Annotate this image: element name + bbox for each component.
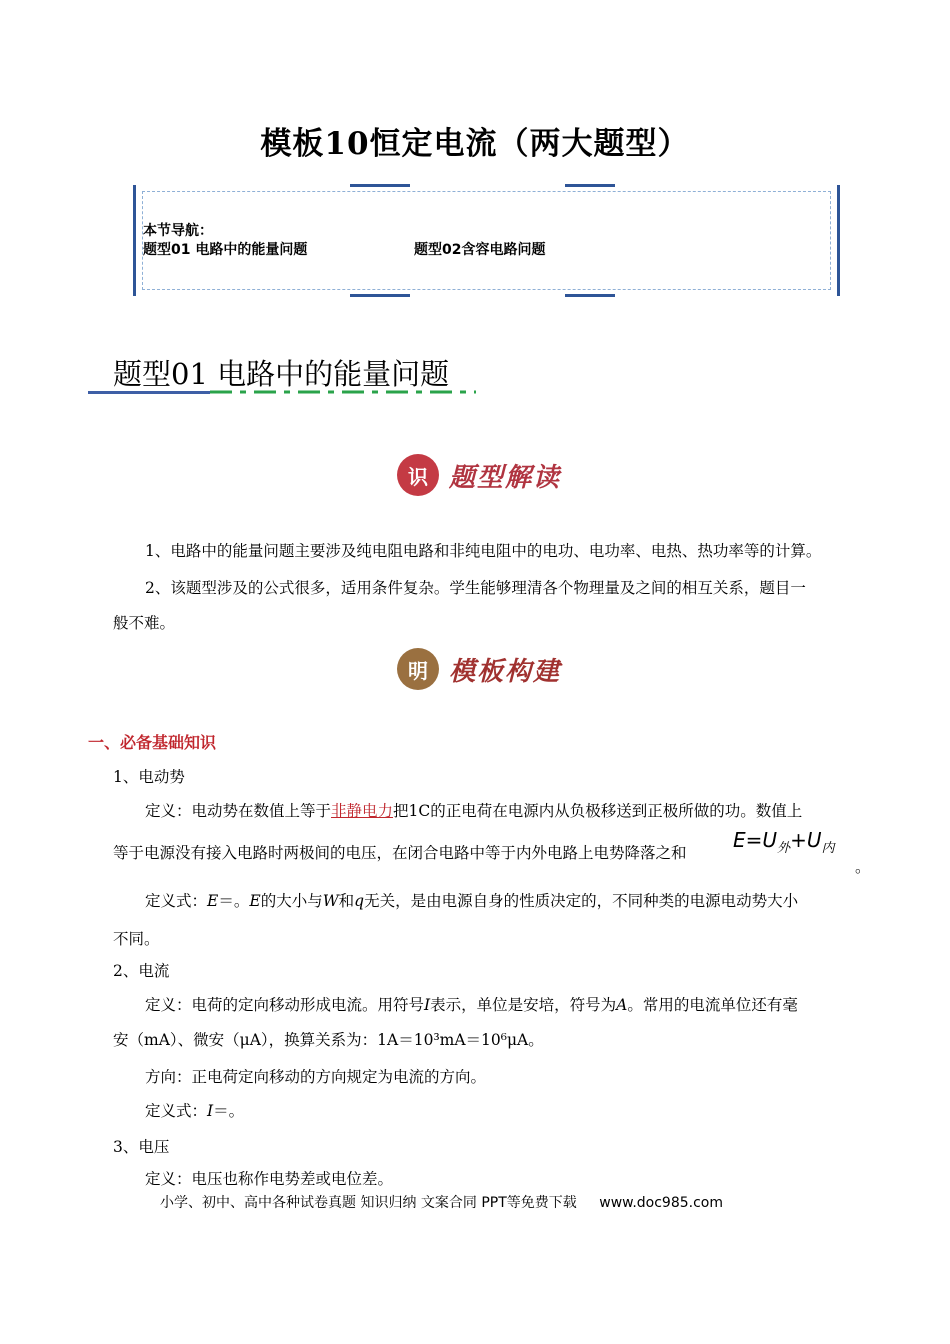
footer-text: 小学、初中、高中各种试卷真题 知识归纳 文案合同 PPT等免费下载: [160, 1195, 577, 1211]
current-definition-line2: 安（mA）、微安（μA），换算关系为：1A＝10³mA＝10⁶μA。: [113, 1031, 544, 1049]
intro-paragraph-1: 1、电路中的能量问题主要涉及纯电阻电路和非纯电阻中的电功、电功率、电热、热功率等的计算。: [145, 542, 822, 560]
badge-template-building: [397, 640, 561, 698]
nav-box-bottom-cap-left: [350, 294, 410, 297]
nav-heading: 本节导航：: [143, 223, 213, 239]
current-title: 2、电流: [113, 962, 170, 980]
voltage-title: 3、电压: [113, 1138, 170, 1156]
emf-formula-period: 。: [855, 858, 871, 876]
footer: [160, 1192, 723, 1212]
nav-box-bottom-cap-right: [565, 294, 615, 297]
emf-definition-line2: 等于电源没有接入电路时两极间的电压，在闭合电路中等于内外电路上电势降落之和: [113, 844, 687, 862]
nav-box-top-cap-right: [565, 184, 615, 187]
document-title: 模板10恒定电流（两大题型）: [260, 126, 690, 162]
current-defining-expression: 定义式：I＝。: [145, 1102, 245, 1120]
emf-defining-expression: 定义式：E＝。E的大小与W和q无关，是由电源自身的性质决定的，不同种类的电源电动势大小: [145, 892, 799, 910]
intro-paragraph-2a: 2、该题型涉及的公式很多，适用条件复杂。学生能够理清各个物理量及之间的相互关系，题目一: [145, 579, 806, 597]
badge-icon-ming: 明: [397, 648, 439, 690]
emf-defining-expression-cont: 不同。: [113, 930, 160, 948]
badge-label: 题型解读: [449, 462, 562, 493]
nav-link-type01[interactable]: 题型01 电路中的能量问题: [143, 242, 308, 258]
nav-link-type02[interactable]: 题型02含容电路问题: [414, 242, 546, 258]
non-electrostatic-force-link[interactable]: 非静电力: [331, 802, 394, 820]
section-underline-dashed: [210, 388, 476, 396]
emf-definition-line1: 定义：电动势在数值上等于非静电力把1C的正电荷在电源内从负极移送到正极所做的功。数值上: [145, 802, 803, 820]
badge-label: 模板构建: [449, 656, 562, 687]
badge-topic-interpretation: [397, 446, 561, 504]
voltage-definition: 定义：电压也称作电势差或电位差。: [145, 1170, 394, 1188]
knowledge-heading: 一、必备基础知识: [88, 733, 217, 752]
section-underline-solid: [88, 391, 210, 394]
intro-paragraph-2b: 般不难。: [113, 614, 176, 632]
current-direction: 方向：正电荷定向移动的方向规定为电流的方向。: [145, 1068, 487, 1086]
emf-title: 1、电动势: [113, 768, 185, 786]
badge-icon-shi: 识: [397, 454, 439, 496]
section-heading: 题型01 电路中的能量问题: [113, 357, 450, 391]
emf-formula: $E=U_外+U_内$: [733, 828, 835, 856]
nav-box-top-cap-left: [350, 184, 410, 187]
footer-url-link[interactable]: www.doc985.com: [599, 1195, 723, 1211]
current-definition-line1: 定义：电荷的定向移动形成电流。用符号I表示，单位是安培，符号为A。常用的电流单位还有毫: [145, 996, 798, 1014]
